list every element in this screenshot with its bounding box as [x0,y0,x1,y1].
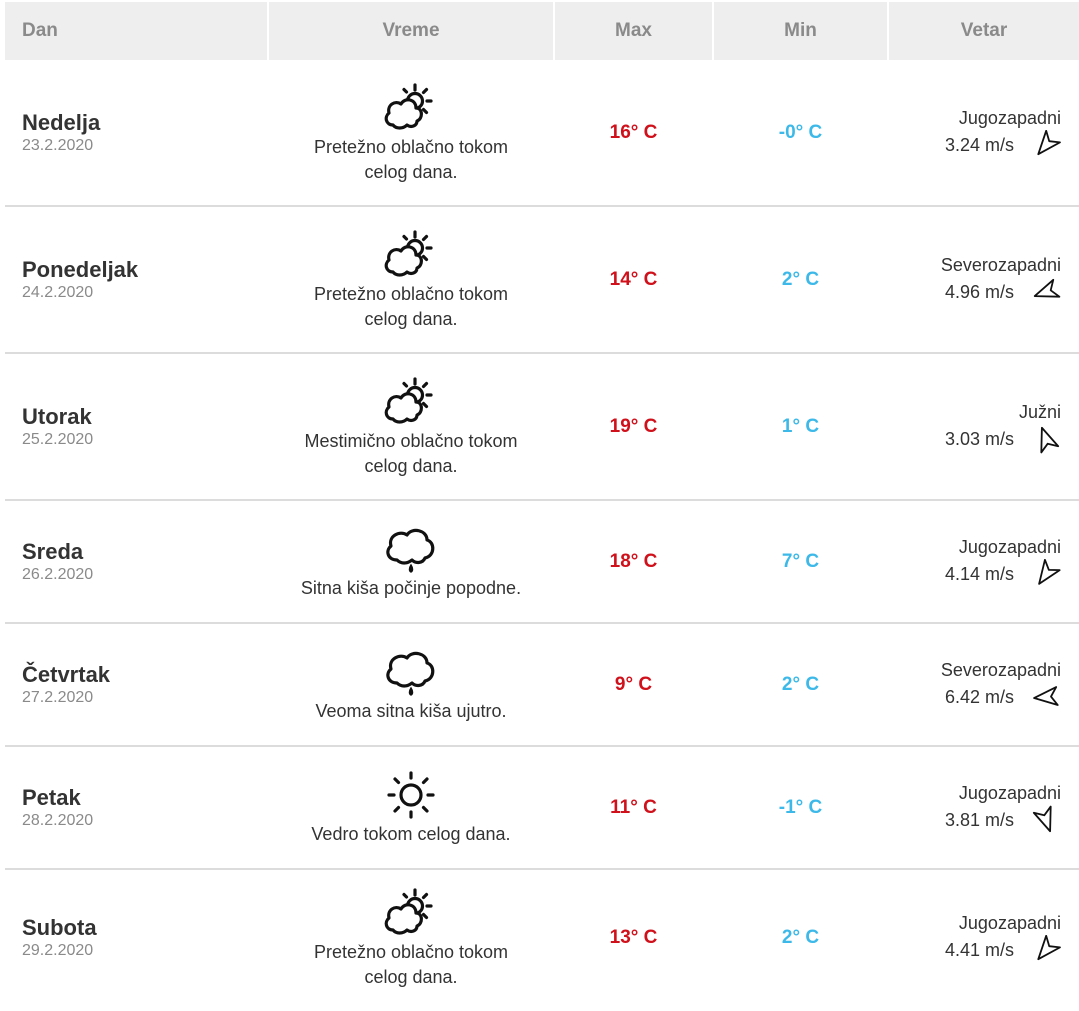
partly-cloudy-icon [381,375,441,427]
table-body [5,60,1079,1006]
day-name: Sreda [22,538,84,564]
wind-cell [888,623,1079,746]
wind-cell [888,746,1079,869]
table-row [5,623,1079,746]
min-temperature: -1° C [713,746,888,869]
weather-description-line2: celog dana. [364,308,458,329]
wind-cell [888,869,1079,1006]
day-name: Nedelja [22,109,101,135]
max-temperature: 16° C [554,60,713,206]
max-temperature: 18° C [554,500,713,623]
table-row [5,869,1079,1006]
table-row [5,206,1079,353]
header-vreme[interactable]: Vreme [268,2,554,60]
header-min[interactable]: Min [713,2,888,60]
day-date: 24.2.2020 [22,283,94,301]
weather-description: Mestimično oblačno tokom [304,430,518,451]
wind-direction: Severozapadni [940,659,1061,680]
day-name: Ponedeljak [22,256,139,282]
weather-description: Veoma sitna kiša ujutro. [315,701,507,721]
drizzle-icon [381,522,441,574]
table-row [5,60,1079,206]
wind-arrow-icon [1031,277,1061,307]
max-temperature: 13° C [609,927,658,948]
day-cell [5,746,268,869]
weather-cell [268,869,554,1006]
max-temperature: 9° C [554,623,713,746]
min-temperature: 2° C [713,206,888,353]
header-dan[interactable]: Dan [5,2,268,60]
min-temperature: 7° C [713,500,888,623]
wind-speed: 3.03 m/s [944,428,1014,449]
wind-direction: Jugozapadni [958,913,1061,933]
weather-cell [268,60,554,206]
weather-description: Pretežno oblačno tokom [313,283,509,304]
weather-cell [268,353,554,500]
day-name: Petak [22,784,81,810]
partly-cloudy-icon [381,81,441,133]
weather-description-line2: celog dana. [364,455,458,476]
wind-direction: Jugozapadni [958,782,1061,803]
table-row [5,353,1079,500]
day-cell [5,60,268,206]
day-date: 25.2.2020 [22,430,94,448]
wind-direction: Južni [1018,401,1061,422]
wind-speed: 3.81 m/s [944,809,1014,830]
day-cell [5,500,268,623]
forecast-table [5,2,1079,1006]
weather-description-line2: celog dana. [364,161,458,182]
day-date: 28.2.2020 [22,811,94,829]
min-temperature: 1° C [713,353,888,500]
wind-arrow-icon [1031,935,1061,965]
min-temperature: 2° C [781,927,820,948]
wind-speed: 4.14 m/s [944,563,1014,584]
day-cell [5,353,268,500]
day-date: 29.2.2020 [22,942,94,959]
min-temperature: 2° C [713,623,888,746]
weather-description: Pretežno oblačno tokom [313,136,509,157]
wind-cell [888,60,1079,206]
wind-direction: Jugozapadni [958,536,1061,557]
weather-cell [268,623,554,746]
max-temperature: 14° C [554,206,713,353]
day-cell [5,869,268,1006]
day-cell [5,623,268,746]
partly-cloudy-icon [381,228,441,280]
wind-arrow-icon [1031,130,1061,160]
day-name: Utorak [22,403,92,429]
header-vetar[interactable]: Vetar [888,2,1079,60]
sun-icon [381,768,441,820]
wind-speed: 6.42 m/s [944,686,1014,707]
wind-arrow-icon [1031,424,1061,454]
weather-cell [268,500,554,623]
wind-cell [888,353,1079,500]
weather-description: Sitna kiša počinje popodne. [300,578,522,598]
table-row [5,746,1079,869]
wind-arrow-icon [1031,559,1061,589]
weather-cell [268,206,554,353]
day-date: 26.2.2020 [22,565,94,583]
partly-cloudy-icon [381,886,441,938]
day-date: 23.2.2020 [22,136,94,154]
day-name: Subota [22,915,97,940]
table-row [5,500,1079,623]
wind-arrow-icon [1031,805,1061,835]
wind-speed: 3.24 m/s [944,134,1014,155]
day-date: 27.2.2020 [22,688,94,706]
weather-description: Pretežno oblačno tokom [313,942,509,962]
max-temperature: 19° C [554,353,713,500]
wind-direction: Severozapadni [940,254,1061,275]
wind-speed: 4.41 m/s [944,940,1014,960]
weather-description-line2: celog dana. [364,967,458,987]
day-name: Četvrtak [22,661,111,687]
weather-description: Vedro tokom celog dana. [311,824,511,844]
min-temperature: -0° C [713,60,888,206]
drizzle-icon [381,645,441,697]
header-max[interactable]: Max [554,2,713,60]
day-cell [5,206,268,353]
weather-cell [268,746,554,869]
wind-direction: Jugozapadni [958,107,1061,128]
max-temperature: 11° C [554,746,713,869]
wind-arrow-icon [1031,682,1061,712]
wind-cell [888,500,1079,623]
wind-speed: 4.96 m/s [944,281,1014,302]
table-header [5,2,1079,60]
wind-cell [888,206,1079,353]
